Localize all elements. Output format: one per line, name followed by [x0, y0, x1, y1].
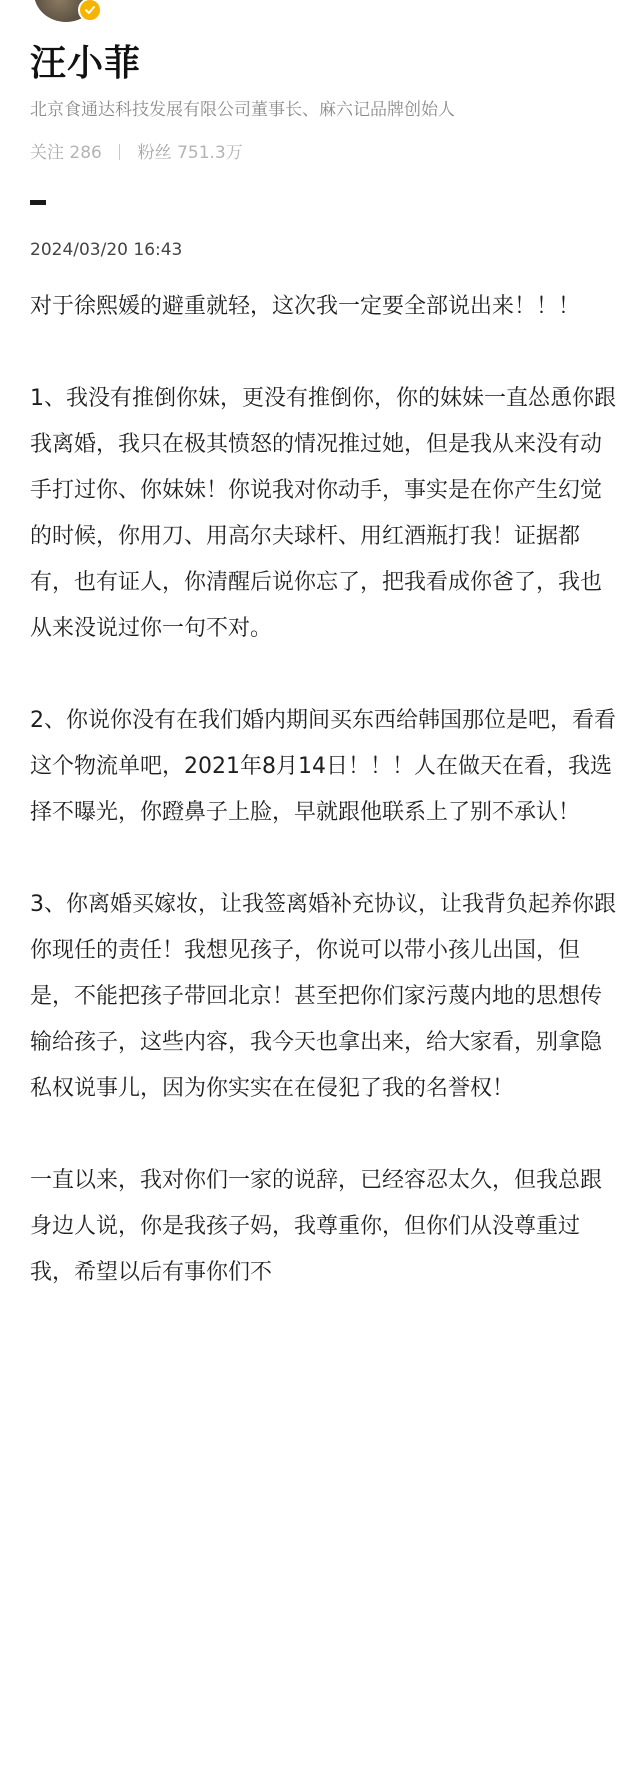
followers-count: 751.3万 — [177, 143, 243, 163]
post-body — [30, 284, 620, 1342]
post-paragraph: 1、我没有推倒你妹，更没有推倒你，你的妹妹一直怂恿你跟我离婚，我只在极其愤怒的情况推过她，但是我从来没有动手打过你、你妹妹！你说我对你动手，事实是在你产生幻觉的时候，你用刀、用高尔夫球杆、用红酒瓶打我！证据都有，也有证人，你清醒后说你忘了，把我看成你爸了，我也从来没说过你一句不对。 — [30, 386, 616, 641]
user-name[interactable]: 汪小菲 — [30, 43, 142, 84]
following-label: 关注 — [30, 143, 64, 163]
following-stat[interactable] — [30, 143, 107, 163]
post-paragraph: 2、你说你没有在我们婚内期间买东西给韩国那位是吧，看看这个物流单吧，2021年8月14日！！！人在做天在看，我选择不曝光，你蹬鼻子上脸，早就跟他联系上了别不承认！ — [30, 708, 616, 825]
user-bio: 北京食通达科技发展有限公司董事长、麻六记品牌创始人 — [30, 100, 455, 120]
post-timestamp: 2024/03/20 16:43 — [30, 240, 183, 260]
post-paragraph: 对于徐熙媛的避重就轻，这次我一定要全部说出来！！！ — [30, 294, 581, 319]
user-stats — [30, 141, 243, 165]
post-paragraph: 3、你离婚买嫁妆，让我签离婚补充协议，让我背负起养你跟你现任的责任！我想见孩子，你说可以带小孩儿出国，但是，不能把孩子带回北京！甚至把你们家污蔑内地的思想传输给孩子，这些内容，我今天也拿出来，给大家看，别拿隐私权说事儿，因为你实实在在侵犯了我的名誉权！ — [30, 892, 616, 1101]
followers-label: 粉丝 — [137, 143, 172, 163]
avatar-container[interactable] — [34, 0, 98, 22]
stats-divider — [119, 144, 120, 160]
checkmark-icon — [84, 4, 96, 16]
section-dash-mark — [30, 200, 46, 205]
following-count: 286 — [69, 143, 102, 163]
followers-stat[interactable] — [138, 143, 243, 163]
verified-badge-icon — [78, 0, 102, 22]
post-paragraph: 一直以来，我对你们一家的说辞，已经容忍太久，但我总跟身边人说，你是我孩子妈，我尊重你，但你们从没尊重过我，希望以后有事你们不 — [30, 1168, 603, 1285]
